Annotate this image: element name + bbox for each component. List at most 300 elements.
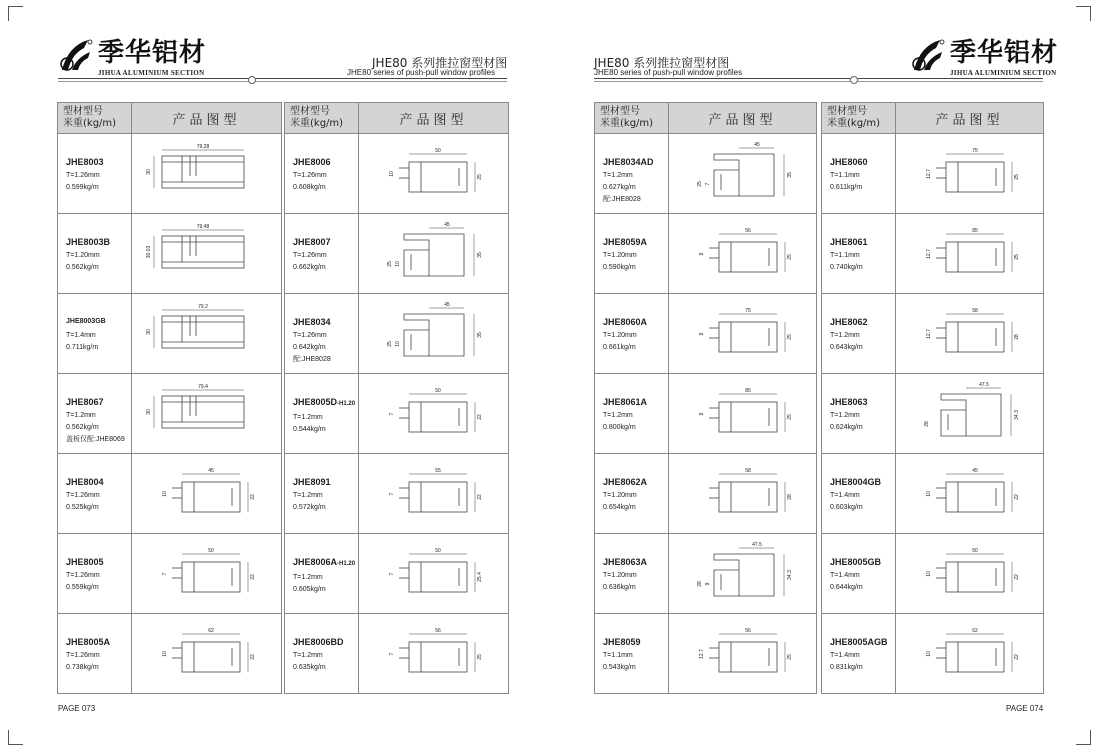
profile-code: JHE8003 bbox=[66, 157, 104, 167]
profile-thickness: T=1.2mm bbox=[293, 574, 323, 581]
table-row bbox=[285, 374, 509, 454]
profile-figure bbox=[132, 454, 280, 532]
table-row bbox=[285, 214, 509, 294]
profile-code: JHE8067 bbox=[66, 397, 104, 407]
table-row bbox=[595, 294, 817, 374]
profile-table-col2 bbox=[821, 102, 1044, 694]
profile-weight: 0.599kg/m bbox=[66, 184, 99, 191]
profile-figure bbox=[359, 534, 507, 612]
profile-drawing bbox=[936, 634, 1012, 672]
profile-table-col1 bbox=[594, 102, 817, 694]
profile-info-cell bbox=[58, 374, 132, 454]
profile-weight: 0.642kg/m bbox=[293, 344, 326, 351]
dimension-label: 58 bbox=[745, 468, 751, 474]
series-title-cn: JHE80 系列推拉窗型材图 bbox=[594, 56, 730, 70]
table-row bbox=[285, 134, 509, 214]
profile-figure bbox=[669, 134, 817, 212]
profile-figure-cell bbox=[132, 294, 282, 374]
dimension-label: 7 bbox=[389, 572, 395, 576]
dimension-label: 30 bbox=[146, 169, 152, 175]
dimension-label: 12.7 bbox=[926, 169, 932, 179]
dimension-label: 12.7 bbox=[699, 649, 705, 659]
brand-logo bbox=[58, 38, 206, 77]
profile-weight: 0.608kg/m bbox=[293, 184, 326, 191]
profile-info-cell bbox=[58, 614, 132, 694]
dimension-label: 25 bbox=[1014, 174, 1020, 180]
profile-drawing bbox=[936, 234, 1012, 272]
crop-mark bbox=[1076, 730, 1091, 745]
profile-info-cell bbox=[285, 214, 359, 294]
profile-thickness: T=1.20mm bbox=[603, 492, 637, 499]
dimension-label: 56 bbox=[745, 228, 751, 234]
dimension-label: 79.28 bbox=[196, 144, 210, 150]
profile-figure-cell bbox=[132, 454, 282, 534]
header-figure: 产品图型 bbox=[669, 103, 817, 134]
profile-thickness: T=1.2mm bbox=[830, 412, 860, 419]
table-row bbox=[595, 614, 817, 694]
profile-code: JHE8059 bbox=[603, 637, 641, 647]
profile-weight: 0.603kg/m bbox=[830, 504, 863, 511]
profile-info-cell bbox=[285, 294, 359, 374]
dimension-label: 10 bbox=[162, 491, 168, 497]
profile-figure-cell bbox=[896, 294, 1044, 374]
dimension-label: 50 bbox=[208, 548, 214, 554]
profile-info-cell bbox=[595, 614, 669, 694]
profile-drawing bbox=[154, 230, 244, 268]
brand-name-cn: 季华铝材 bbox=[950, 38, 1059, 68]
page-number: PAGE 073 bbox=[58, 704, 96, 713]
header-code: 型材型号 米重(kg/m) bbox=[58, 103, 132, 134]
dimension-label: 25 bbox=[787, 414, 793, 420]
header-figure: 产品图型 bbox=[896, 103, 1044, 134]
table-row bbox=[822, 454, 1044, 534]
profile-drawing bbox=[399, 154, 475, 192]
profile-info-cell bbox=[595, 374, 669, 454]
profile-drawing bbox=[172, 634, 248, 672]
profile-figure-cell bbox=[359, 294, 509, 374]
profile-figure-cell bbox=[669, 534, 817, 614]
brand-name-cn: 季华铝材 bbox=[98, 38, 207, 68]
profile-weight: 0.644kg/m bbox=[830, 584, 863, 591]
profile-figure-cell bbox=[359, 614, 509, 694]
table-row bbox=[285, 534, 509, 614]
table-row bbox=[58, 534, 282, 614]
profile-code: JHE8060 bbox=[830, 157, 868, 167]
dimension-label: 7 bbox=[389, 412, 395, 416]
profile-drawing bbox=[709, 314, 785, 352]
profile-info-cell bbox=[285, 614, 359, 694]
profile-figure-cell bbox=[359, 534, 509, 614]
dimension-label: 12.7 bbox=[926, 329, 932, 339]
profile-code: JHE8005GB bbox=[830, 557, 882, 567]
dimension-label: 25.4 bbox=[477, 572, 483, 582]
dimension-label: 47.5 bbox=[979, 382, 989, 388]
dimension-label: 56 bbox=[435, 628, 441, 634]
profile-code: JHE8062 bbox=[830, 317, 868, 327]
profile-note: 盖板仅配:JHE8069 bbox=[66, 436, 125, 443]
dimension-label: 30.03 bbox=[146, 245, 152, 259]
dimension-label: 30 bbox=[146, 329, 152, 335]
profile-info-cell bbox=[595, 134, 669, 214]
brand-name-en: JIHUA ALUMINIUM SECTION bbox=[98, 69, 205, 77]
profile-weight: 0.562kg/m bbox=[66, 264, 99, 271]
profile-info-cell bbox=[595, 294, 669, 374]
profile-drawing bbox=[936, 154, 1012, 192]
profile-code: JHE8034AD bbox=[603, 157, 654, 167]
profile-table-col1 bbox=[57, 102, 282, 694]
profile-figure bbox=[669, 374, 817, 452]
profile-drawing bbox=[936, 474, 1012, 512]
profile-info-cell bbox=[58, 214, 132, 294]
header-code: 型材型号 米重(kg/m) bbox=[595, 103, 669, 134]
profile-figure bbox=[132, 134, 280, 212]
profile-thickness: T=1.26mm bbox=[66, 492, 100, 499]
profile-info-cell bbox=[822, 294, 896, 374]
table-row bbox=[595, 214, 817, 294]
dimension-label: 75 bbox=[972, 148, 978, 154]
profile-thickness: T=1.26mm bbox=[293, 172, 327, 179]
profile-code: JHE8034 bbox=[293, 317, 331, 327]
dimension-label: 62 bbox=[208, 628, 214, 634]
dimension-label: 25 bbox=[697, 181, 703, 187]
profile-code: JHE8063A bbox=[603, 557, 648, 567]
profile-weight: 0.543kg/m bbox=[603, 664, 636, 671]
dimension-label: 10 bbox=[395, 261, 401, 267]
profile-code: JHE8091 bbox=[293, 477, 331, 487]
header-rule bbox=[594, 81, 1043, 82]
profile-code: JHE8061 bbox=[830, 237, 868, 247]
profile-drawing bbox=[709, 634, 785, 672]
header-rule bbox=[58, 81, 507, 82]
series-title-en: JHE80 series of push-pull window profiles bbox=[347, 68, 496, 77]
profile-figure bbox=[132, 614, 280, 692]
dimension-label: 79.4 bbox=[198, 384, 208, 390]
logo-emblem-icon bbox=[910, 38, 946, 74]
profile-thickness: T=1.26mm bbox=[66, 652, 100, 659]
profile-thickness: T=1.4mm bbox=[830, 652, 860, 659]
dimension-label: 25 bbox=[477, 174, 483, 180]
dimension-label: 22 bbox=[250, 654, 256, 660]
profile-info-cell bbox=[58, 134, 132, 214]
series-title-en: JHE80 series of push-pull window profiles bbox=[594, 68, 743, 77]
profile-figure-cell bbox=[669, 374, 817, 454]
profile-figure bbox=[896, 294, 1044, 372]
profile-drawing bbox=[709, 474, 785, 512]
dimension-label: 28 bbox=[1014, 334, 1020, 340]
dimension-label: 50 bbox=[972, 548, 978, 554]
profile-info-cell bbox=[285, 374, 359, 454]
header-rule bbox=[58, 78, 507, 79]
profile-thickness: T=1.26mm bbox=[66, 572, 100, 579]
dimension-label: 50 bbox=[435, 548, 441, 554]
profile-figure-cell bbox=[669, 134, 817, 214]
dimension-label: 9 bbox=[705, 582, 711, 586]
dimension-label: 85 bbox=[972, 228, 978, 234]
table-row bbox=[58, 614, 282, 694]
profile-weight: 0.643kg/m bbox=[830, 344, 863, 351]
profile-figure bbox=[896, 374, 1044, 452]
dimension-label: 25 bbox=[387, 261, 393, 267]
dimension-label: 25 bbox=[1014, 254, 1020, 260]
dimension-label: 7 bbox=[705, 182, 711, 186]
profile-weight: 0.627kg/m bbox=[603, 184, 636, 191]
profile-weight: 0.544kg/m bbox=[293, 426, 326, 433]
brand-name-en: JIHUA ALUMINIUM SECTION bbox=[950, 69, 1057, 77]
table-row bbox=[822, 534, 1044, 614]
profile-figure bbox=[359, 134, 507, 212]
profile-figure bbox=[359, 374, 507, 452]
profile-note: 配:JHE8028 bbox=[603, 196, 641, 203]
profile-thickness: T=1.2mm bbox=[66, 412, 96, 419]
profile-figure bbox=[132, 374, 280, 452]
profile-code: JHE8004GB bbox=[830, 477, 882, 487]
dimension-label: 25 bbox=[787, 254, 793, 260]
profile-thickness: T=1.2mm bbox=[293, 652, 323, 659]
dimension-label: 35 bbox=[787, 172, 793, 178]
profile-figure-cell bbox=[896, 134, 1044, 214]
profile-info-cell bbox=[822, 454, 896, 534]
brand-logo bbox=[910, 38, 1058, 77]
dimension-label: 45 bbox=[444, 222, 450, 228]
profile-weight: 0.624kg/m bbox=[830, 424, 863, 431]
dimension-label: 45 bbox=[444, 302, 450, 308]
profile-info-cell bbox=[58, 294, 132, 374]
profile-figure-cell bbox=[896, 454, 1044, 534]
profile-info-cell bbox=[285, 134, 359, 214]
profile-figure-cell bbox=[359, 214, 509, 294]
dimension-label: 75 bbox=[745, 308, 751, 314]
dimension-label: 22 bbox=[250, 494, 256, 500]
profile-drawing bbox=[404, 308, 474, 356]
profile-info-cell bbox=[595, 454, 669, 534]
table-row bbox=[58, 374, 282, 454]
profile-code: JHE8005D-H1.20 bbox=[293, 397, 356, 407]
dimension-label: 25 bbox=[387, 341, 393, 347]
profile-thickness: T=1.2mm bbox=[603, 172, 633, 179]
profile-drawing bbox=[172, 474, 248, 512]
profile-drawing bbox=[714, 148, 784, 196]
profile-figure bbox=[359, 214, 507, 292]
profile-figure bbox=[359, 294, 507, 372]
profile-weight: 0.800kg/m bbox=[603, 424, 636, 431]
profile-info-cell bbox=[595, 214, 669, 294]
dimension-label: 45 bbox=[754, 142, 760, 148]
profile-drawing bbox=[941, 388, 1011, 436]
profile-figure-cell bbox=[669, 614, 817, 694]
profile-figure-cell bbox=[359, 134, 509, 214]
profile-thickness: T=1.20mm bbox=[603, 252, 637, 259]
profile-figure bbox=[896, 134, 1044, 212]
profile-figure-cell bbox=[132, 214, 282, 294]
dimension-label: 25 bbox=[787, 334, 793, 340]
profile-figure bbox=[896, 214, 1044, 292]
header-figure: 产品图型 bbox=[359, 103, 509, 134]
crop-mark bbox=[8, 6, 23, 21]
profile-drawing bbox=[936, 314, 1012, 352]
dimension-label: 58 bbox=[972, 308, 978, 314]
profile-weight: 0.525kg/m bbox=[66, 504, 99, 511]
profile-info-cell bbox=[285, 454, 359, 534]
dimension-label: 7 bbox=[389, 652, 395, 656]
profile-info-cell bbox=[595, 534, 669, 614]
profile-figure bbox=[132, 294, 280, 372]
profile-figure-cell bbox=[896, 614, 1044, 694]
dimension-label: 10 bbox=[926, 491, 932, 497]
page-number: PAGE 074 bbox=[1006, 704, 1044, 713]
dimension-label: 10 bbox=[926, 571, 932, 577]
profile-figure bbox=[669, 454, 817, 532]
rule-dot bbox=[850, 76, 858, 84]
profile-code: JHE8063 bbox=[830, 397, 868, 407]
table-row bbox=[822, 374, 1044, 454]
profile-figure-cell bbox=[132, 534, 282, 614]
profile-note: 配:JHE8028 bbox=[293, 356, 331, 363]
profile-figure bbox=[669, 534, 817, 612]
profile-weight: 0.740kg/m bbox=[830, 264, 863, 271]
dimension-label: 35 bbox=[477, 332, 483, 338]
profile-drawing bbox=[154, 150, 244, 188]
dimension-label: 45 bbox=[972, 468, 978, 474]
profile-info-cell bbox=[822, 534, 896, 614]
crop-mark bbox=[1076, 6, 1091, 21]
profile-code: JHE8006A-H1.20 bbox=[293, 557, 356, 567]
profile-weight: 0.611kg/m bbox=[830, 184, 863, 191]
profile-drawing bbox=[399, 554, 475, 592]
profile-drawing bbox=[399, 474, 475, 512]
profile-thickness: T=1.4mm bbox=[830, 492, 860, 499]
profile-weight: 0.831kg/m bbox=[830, 664, 863, 671]
profile-info-cell bbox=[822, 614, 896, 694]
profile-figure-cell bbox=[896, 214, 1044, 294]
table-row bbox=[822, 294, 1044, 374]
dimension-label: 85 bbox=[745, 388, 751, 394]
dimension-label: 10 bbox=[926, 651, 932, 657]
dimension-label: 62 bbox=[972, 628, 978, 634]
crop-mark bbox=[8, 730, 23, 745]
table-row bbox=[58, 454, 282, 534]
table-row bbox=[58, 214, 282, 294]
profile-figure-cell bbox=[132, 614, 282, 694]
page-074 bbox=[550, 0, 1100, 750]
profile-figure bbox=[669, 614, 817, 692]
table-row bbox=[285, 454, 509, 534]
profile-thickness: T=1.2mm bbox=[830, 332, 860, 339]
profile-figure bbox=[896, 454, 1044, 532]
profile-figure-cell bbox=[669, 454, 817, 534]
table-row bbox=[58, 294, 282, 374]
profile-code-suffix: -H1.20 bbox=[337, 561, 356, 567]
dimension-label: 34.3 bbox=[787, 570, 793, 580]
profile-figure bbox=[359, 454, 507, 532]
header-figure: 产品图型 bbox=[132, 103, 282, 134]
dimension-label: 47.5 bbox=[752, 542, 762, 548]
profile-figure bbox=[896, 614, 1044, 692]
profile-figure bbox=[359, 614, 507, 692]
profile-weight: 0.636kg/m bbox=[603, 584, 636, 591]
dimension-label: 30 bbox=[146, 409, 152, 415]
profile-thickness: T=1.2mm bbox=[293, 492, 323, 499]
profile-weight: 0.559kg/m bbox=[66, 584, 99, 591]
profile-thickness: T=1.1mm bbox=[830, 172, 860, 179]
dimension-label: 12.7 bbox=[926, 249, 932, 259]
profile-code: JHE8061A bbox=[603, 397, 648, 407]
table-row bbox=[285, 614, 509, 694]
profile-info-cell bbox=[822, 374, 896, 454]
dimension-label: 50 bbox=[435, 148, 441, 154]
profile-figure-cell bbox=[359, 374, 509, 454]
profile-weight: 0.662kg/m bbox=[293, 264, 326, 271]
table-row bbox=[822, 134, 1044, 214]
profile-code: JHE8003B bbox=[66, 237, 111, 247]
profile-code: JHE8007 bbox=[293, 237, 331, 247]
profile-drawing bbox=[714, 548, 784, 596]
profile-thickness: T=1.4mm bbox=[830, 572, 860, 579]
table-row bbox=[595, 534, 817, 614]
profile-info-cell bbox=[822, 214, 896, 294]
profile-code: JHE8004 bbox=[66, 477, 104, 487]
dimension-label: 22 bbox=[250, 574, 256, 580]
dimension-label: 28 bbox=[697, 581, 703, 587]
profile-drawing bbox=[399, 634, 475, 672]
profile-code: JHE8005 bbox=[66, 557, 104, 567]
series-title-cn: JHE80 系列推拉窗型材图 bbox=[372, 56, 508, 70]
profile-figure-cell bbox=[359, 454, 509, 534]
profile-weight: 0.738kg/m bbox=[66, 664, 99, 671]
profile-figure-cell bbox=[669, 294, 817, 374]
profile-weight: 0.590kg/m bbox=[603, 264, 636, 271]
profile-drawing bbox=[709, 394, 785, 432]
profile-figure-cell bbox=[896, 374, 1044, 454]
profile-code: JHE8003GB bbox=[66, 318, 106, 325]
header-rule bbox=[594, 78, 1043, 79]
profile-code: JHE8005AGB bbox=[830, 637, 888, 647]
header-code: 型材型号 米重(kg/m) bbox=[822, 103, 896, 134]
profile-figure bbox=[132, 534, 280, 612]
profile-weight: 0.562kg/m bbox=[66, 424, 99, 431]
table-row bbox=[822, 214, 1044, 294]
profile-code: JHE8006 bbox=[293, 157, 331, 167]
profile-thickness: T=1.26mm bbox=[293, 332, 327, 339]
profile-weight: 0.711kg/m bbox=[66, 344, 99, 351]
dimension-label: 28 bbox=[924, 421, 930, 427]
profile-thickness: T=1.20mm bbox=[603, 572, 637, 579]
dimension-label: 79.2 bbox=[198, 304, 208, 310]
table-row bbox=[285, 294, 509, 374]
table-row bbox=[595, 374, 817, 454]
dimension-label: 10 bbox=[162, 651, 168, 657]
profile-weight: 0.605kg/m bbox=[293, 586, 326, 593]
profile-thickness: T=1.1mm bbox=[830, 252, 860, 259]
profile-weight: 0.661kg/m bbox=[603, 344, 636, 351]
profile-drawing bbox=[154, 390, 244, 428]
rule-dot bbox=[248, 76, 256, 84]
dimension-label: 28 bbox=[787, 494, 793, 500]
dimension-label: 56 bbox=[745, 628, 751, 634]
profile-code-suffix: -H1.20 bbox=[337, 401, 356, 407]
dimension-label: 22 bbox=[477, 414, 483, 420]
profile-thickness: T=1.1mm bbox=[603, 652, 633, 659]
dimension-label: 7 bbox=[162, 572, 168, 576]
dimension-label: 34.3 bbox=[1014, 410, 1020, 420]
profile-thickness: T=1.2mm bbox=[293, 414, 323, 421]
dimension-label: 7 bbox=[389, 492, 395, 496]
dimension-label: 22 bbox=[1014, 574, 1020, 580]
profile-weight: 0.654kg/m bbox=[603, 504, 636, 511]
profile-drawing bbox=[399, 394, 475, 432]
logo-emblem-icon bbox=[58, 38, 94, 74]
profile-drawing bbox=[154, 310, 244, 348]
profile-drawing bbox=[404, 228, 474, 276]
